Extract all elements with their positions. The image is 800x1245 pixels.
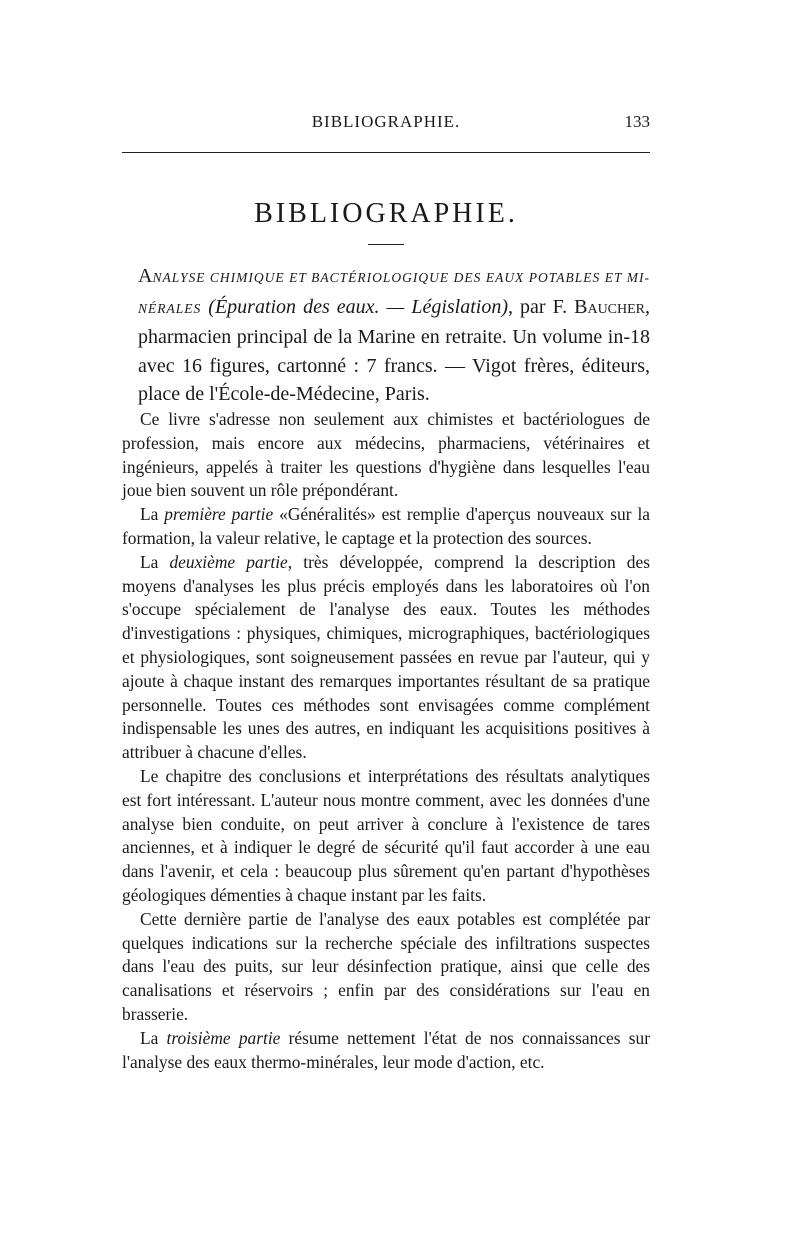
paragraph-6-start: La: [140, 1027, 167, 1048]
entry-by: , par F.: [508, 295, 575, 318]
bibliography-entry: [138, 262, 650, 409]
running-header: [122, 112, 650, 134]
title-divider: [368, 244, 404, 245]
entry-subtitle: (Épuration des eaux. — Législation): [208, 295, 508, 318]
paragraph-2-rest: «Généralités» est remplie d'aperçus nouveaux sur la formation, la valeur relative, le captage et la protection des sources.: [122, 504, 650, 548]
paragraph-6: [122, 1027, 650, 1075]
header-rule: [122, 152, 650, 153]
running-title: BIBLIOGRAPHIE.: [311, 112, 461, 131]
review-body: [122, 408, 650, 1074]
paragraph-6-emphasis: troisième partie: [166, 1027, 281, 1048]
paragraph-3-rest: , très développée, comprend la description des moyens d'analyses les plus précis employés dans les laboratoires où l'on s'occupe spécialement de l'analyse des eaux. Toutes les méthodes d'investigations : physiques, chimiques, micrographiques, bactériologiques et physiologiques, sont soigneusement passées en revue par l'auteur, qui y ajoute à chaque instant des remarques importantes résultant de sa pratique personnelle. Toutes ces méthodes sont envisagées comme complément indispensable les unes des autres, en indiquant les acquisitions positives à attribuer à chacune d'elles.: [122, 551, 650, 763]
paragraph-3-start: La: [140, 551, 170, 572]
paragraph-2-emphasis: première partie: [164, 504, 274, 525]
paragraph-6-rest: résume nettement l'état de nos connaissances sur l'analyse des eaux thermo-minérales, leur mode d'action, etc.: [122, 1027, 650, 1072]
paragraph-3: [122, 551, 650, 765]
paragraph-1: Ce livre s'adresse non seulement aux chimistes et bactériologues de profession, mais encore aux médecins, pharmaciens, vétérinaires et ingénieurs, appelés à traiter les questions d'hygiène dans lesquelles l'eau joue bien souvent un rôle prépondérant.: [122, 409, 650, 501]
entry-author: Baucher: [574, 295, 646, 318]
section-title: BIBLIOGRAPHIE.: [254, 198, 518, 229]
page-number: 133: [624, 112, 650, 131]
entry-initial: A: [138, 265, 153, 287]
entry-details: , pharmacien principal de la Marine en retraite. Un volume in-18 avec 16 figures, cartonné : 7 francs. — Vigot frères, éditeurs, place de l'École-de-Médecine, Paris.: [138, 295, 651, 406]
entry-title-caps-2: NÉRALES: [138, 300, 202, 316]
paragraph-3-emphasis: deuxième partie: [169, 551, 288, 572]
paragraph-4: Le chapitre des conclusions et interprétations des résultats analytiques est fort intéressant. L'auteur nous montre comment, avec les données d'une analyse bien conduite, on peut arriver à conclure à l'existence de tares anciennes, et à indiquer le degré de sécurité qu'il faut accorder à une eau dans l'avenir, et cela : beaucoup plus sûrement qu'en partant d'hypothèses géologiques démenties à chaque instant par les faits.: [122, 765, 650, 905]
paragraph-5: Cette dernière partie de l'analyse des eaux potables est complétée par quelques indications sur la recherche spéciale des infiltrations suspectes dans l'eau des puits, sur leur désinfection pratique, ainsi que celle des canalisations et réservoirs ; enfin par des considérations sur l'eau en brasserie.: [122, 908, 650, 1024]
paragraph-2-start: La: [140, 504, 165, 525]
entry-title-caps-1: NALYSE CHIMIQUE ET BACTÉRIOLOGIQUE DES EAUX POTABLES ET MI-: [152, 270, 650, 285]
paragraph-2: [122, 503, 650, 551]
